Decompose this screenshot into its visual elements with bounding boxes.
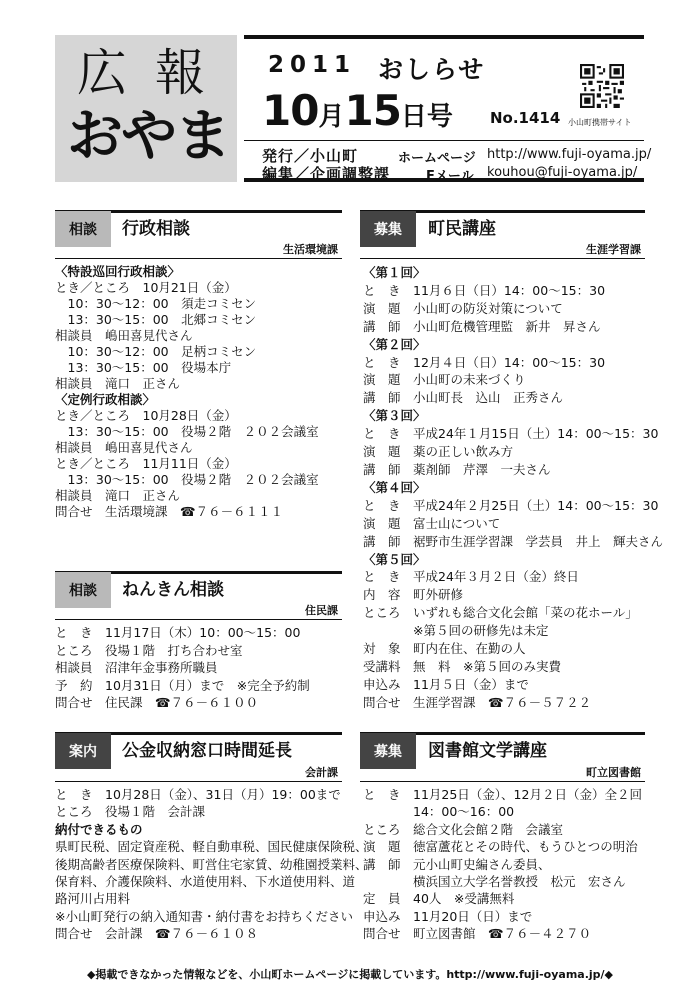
list-item: 10：30～12：00 須走コミセン bbox=[55, 296, 257, 311]
issue-month-unit: 月 bbox=[318, 102, 345, 132]
section-badge: 募集 bbox=[360, 211, 416, 247]
section-rule bbox=[55, 258, 342, 259]
list-item: 演 題 小山町の未来づくり bbox=[363, 372, 526, 388]
email-address[interactable]: kouhou@fuji-oyama.jp/ bbox=[487, 165, 638, 180]
masthead-divider bbox=[244, 140, 644, 141]
homepage-url[interactable]: http://www.fuji-oyama.jp/ bbox=[487, 147, 652, 162]
section-badge: 相談 bbox=[55, 211, 111, 247]
list-item: 問合せ 生涯学習課 ☎７６－５７２２ bbox=[363, 694, 592, 710]
list-item: と き 11月６日（日）14：00～15：30 bbox=[363, 282, 606, 298]
logo bbox=[55, 35, 237, 182]
list-item: ところ 総合文化会館２階 会議室 bbox=[363, 821, 564, 837]
list-item: 申込み 11月20日（日）まで bbox=[363, 908, 533, 924]
section-body bbox=[55, 786, 368, 943]
list-item: 14：00～16：00 bbox=[363, 804, 515, 820]
list-item: 保育料、介護保険料、水道使用料、下水道使用料、道 bbox=[55, 874, 356, 890]
homepage-label: ホームページ bbox=[398, 151, 476, 166]
qr-caption: 小山町携帯サイト bbox=[568, 118, 632, 127]
section-badge: 相談 bbox=[55, 572, 111, 608]
list-item: 問合せ 生活環境課 ☎７６－６１１１ bbox=[55, 504, 284, 519]
list-item: ところ 役場１階 打ち合わせ室 bbox=[55, 642, 243, 658]
list-item: 講 師 薬剤師 芹澤 一夫さん bbox=[363, 461, 551, 477]
section-rule bbox=[55, 781, 342, 782]
section-rule bbox=[360, 258, 645, 259]
list-item: と き 11月17日（木）10：00～15：00 bbox=[55, 625, 301, 640]
list-item: 路河川占用料 bbox=[55, 891, 131, 907]
list-item: 後期高齢者医療保険料、町営住宅家賃、幼稚園授業料、 bbox=[55, 856, 368, 872]
list-item: 〈特設巡回行政相談〉 bbox=[55, 264, 181, 279]
list-item: 講 師 小山町危機管理監 新井 昇さん bbox=[363, 318, 601, 334]
list-item: ※第５回の研修先は未定 bbox=[363, 623, 549, 639]
list-item: 13：30～15：00 役場２階 ２０２会議室 bbox=[55, 424, 319, 439]
list-item: 納付できるもの bbox=[55, 821, 143, 837]
section-dept: 住民課 bbox=[305, 604, 338, 617]
list-item: ところ 役場１階 会計課 bbox=[55, 804, 206, 820]
list-item: とき／ところ 10月21日（金） bbox=[55, 280, 237, 295]
list-item: 申込み 11月５日（金）まで bbox=[363, 676, 529, 692]
logo-line1: 広報 bbox=[77, 44, 233, 102]
email-label: Eメール bbox=[426, 169, 474, 184]
list-item: と き 平成24年２月25日（土）14：00～15：30 bbox=[363, 497, 659, 513]
list-item: 対 象 町内在住、在勤の人 bbox=[363, 641, 526, 657]
footer-note: ◆掲載できなかった情報などを、小山町ホームページに掲載しています。http://www.fuji-oyama.jp/◆ bbox=[86, 968, 614, 981]
section-badge: 案内 bbox=[55, 733, 111, 769]
issue-month: 10 bbox=[262, 86, 319, 135]
list-item: 〈第３回〉 bbox=[363, 408, 426, 424]
list-item: 〈第２回〉 bbox=[363, 336, 426, 352]
issue-day-unit: 日号 bbox=[400, 102, 453, 132]
section-body bbox=[55, 624, 310, 712]
list-item: 13：30～15：00 役場２階 ２０２会議室 bbox=[55, 472, 319, 487]
list-item: 内 容 町外研修 bbox=[363, 587, 464, 603]
section-body bbox=[55, 264, 319, 520]
issue-year: 2011 bbox=[268, 52, 357, 78]
list-item: 予 約 10月31日（月）まで ※完全予約制 bbox=[55, 677, 310, 693]
list-item: 相談員 沼津年金事務所職員 bbox=[55, 660, 218, 675]
issue-day: 15 bbox=[344, 86, 401, 135]
list-item: 問合せ 町立図書館 ☎７６－４２７０ bbox=[363, 926, 592, 942]
list-item: 横浜国立大学名誉教授 松元 宏さん bbox=[363, 874, 626, 890]
publisher: 発行／小山町 bbox=[262, 147, 359, 165]
section-dept: 町立図書館 bbox=[586, 766, 641, 779]
list-item: とき／ところ 10月28日（金） bbox=[55, 408, 237, 423]
list-item: 定 員 40人 ※受講無料 bbox=[363, 891, 515, 907]
section-rule bbox=[360, 781, 645, 782]
list-item: 〈定例行政相談〉 bbox=[55, 392, 156, 407]
list-item: と き 平成24年１月15日（土）14：00～15：30 bbox=[363, 426, 659, 442]
list-item: 問合せ 会計課 ☎７６－６１０８ bbox=[55, 926, 259, 942]
list-item: ところ いずれも総合文化会館「菜の花ホール」 bbox=[363, 605, 638, 621]
issue-heading: おしらせ bbox=[378, 55, 486, 84]
list-item: 受講料 無 料 ※第５回のみ実費 bbox=[363, 658, 561, 674]
list-item: 問合せ 住民課 ☎７６－６１００ bbox=[55, 695, 259, 710]
list-item: 〈第４回〉 bbox=[363, 479, 426, 495]
list-item: 講 師 元小山町史編さん委員、 bbox=[363, 856, 551, 872]
list-item: 相談員 嶋田喜見代さん bbox=[55, 328, 193, 343]
list-item: と き 11月25日（金）、12月２日（金）全２回 bbox=[363, 787, 642, 802]
section-title: 公金収納窓口時間延長 bbox=[122, 741, 292, 761]
list-item: 講 師 裾野市生涯学習課 学芸員 井上 輝夫さん bbox=[363, 533, 664, 549]
editor: 編集／企画調整課 bbox=[262, 165, 391, 183]
section-title: 町民講座 bbox=[428, 219, 496, 239]
section-body bbox=[363, 786, 642, 943]
list-item: 〈第５回〉 bbox=[363, 551, 426, 567]
list-item: と き 12月４日（日）14：00～15：30 bbox=[363, 354, 606, 370]
section-badge: 募集 bbox=[360, 733, 416, 769]
list-item: 相談員 滝口 正さん bbox=[55, 488, 181, 503]
logo-line2: おやま bbox=[67, 104, 229, 169]
list-item: 講 師 小山町長 込山 正秀さん bbox=[363, 390, 564, 406]
list-item: 13：30～15：00 北郷コミセン bbox=[55, 312, 257, 327]
issue-date bbox=[262, 86, 453, 135]
list-item: 演 題 徳富蘆花とその時代、もうひとつの明治 bbox=[363, 839, 638, 855]
list-item: 演 題 富士山について bbox=[363, 515, 501, 531]
list-item: 13：30～15：00 役場本庁 bbox=[55, 360, 232, 375]
section-rule bbox=[55, 619, 342, 620]
list-item: とき／ところ 11月11日（金） bbox=[55, 456, 237, 471]
list-item: と き 10月28日（金）、31日（月）19：00まで bbox=[55, 787, 341, 802]
list-item: 県町民税、固定資産税、軽自動車税、国民健康保険税、 bbox=[55, 839, 368, 855]
section-dept: 生活環境課 bbox=[283, 243, 338, 256]
qr-code-icon[interactable] bbox=[580, 64, 624, 108]
list-item: 相談員 滝口 正さん bbox=[55, 376, 181, 391]
section-body bbox=[363, 264, 663, 712]
list-item: 演 題 小山町の防災対策について bbox=[363, 300, 563, 316]
section-dept: 生涯学習課 bbox=[586, 243, 641, 256]
list-item: 10：30～12：00 足柄コミセン bbox=[55, 344, 257, 359]
list-item: と き 平成24年３月２日（金）終日 bbox=[363, 569, 579, 585]
list-item: 〈第１回〉 bbox=[363, 265, 426, 280]
section-title: 図書館文学講座 bbox=[428, 741, 547, 761]
list-item: 演 題 薬の正しい飲み方 bbox=[363, 444, 514, 460]
list-item: 相談員 嶋田喜見代さん bbox=[55, 440, 193, 455]
section-title: ねんきん相談 bbox=[122, 580, 224, 600]
list-item: ※小山町発行の納入通知書・納付書をお持ちください bbox=[55, 908, 353, 924]
section-dept: 会計課 bbox=[305, 766, 338, 779]
section-title: 行政相談 bbox=[122, 219, 190, 239]
issue-number: No.1414 bbox=[490, 109, 561, 127]
